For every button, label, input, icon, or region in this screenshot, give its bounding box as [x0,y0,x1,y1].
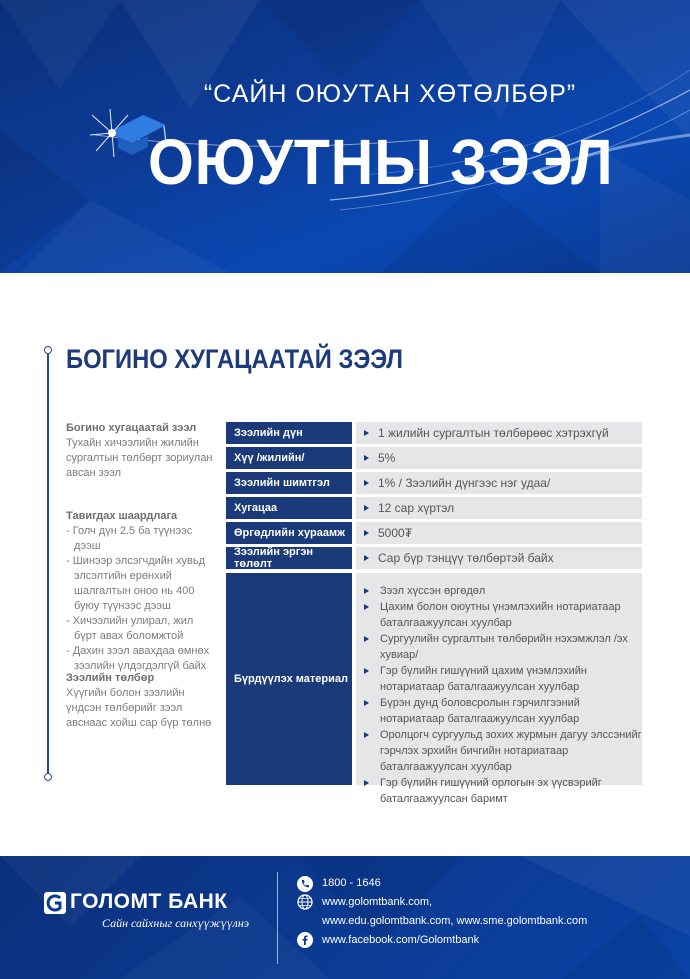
side-text: Тухайн хичээлийн жилийн сургалтын төлбөрт зориулан авсан зээл [66,437,213,479]
side-heading: Тавигдах шаардлага [66,510,178,522]
arrow-icon [364,530,369,536]
page-title: ОЮУТНЫ ЗЭЭЛ [148,126,614,198]
arrow-icon [364,455,369,461]
table-row [226,472,642,494]
golomt-logo-mark-icon [44,892,66,914]
material-item: Бүрэн дунд боловсролын гэрчилгээний нотариатаар баталгаажуулсан хуулбар [364,695,642,727]
phone-number[interactable]: 1800 - 1646 [322,877,381,889]
side-heading: Богино хугацаатай зээл [66,422,197,434]
requirement-item: - Шинээр элсэгчдийн хувьд элсэлтийн ерөнхий шалгалтын оноо нь 400 буюу түүнээс дээш [66,555,206,612]
row-value: 1 жилийн сургалтын төлбөрөөс хэтрэхгүй [356,422,642,444]
program-subtitle: “САЙН ОЮУТАН ХӨТӨЛБӨР” [203,80,577,108]
side-text: Хүүгийн болон зээлийн үндсэн төлбөрийг зээл авснаас хойш сар бүр төлнө [66,687,212,729]
material-item: Сургуулийн сургалтын төлбөрийн нэхэмжлэл /эх хувиар/ [364,631,642,663]
row-label: Хүү /жилийн/ [226,447,352,469]
material-item: Гэр бүлийн гишүүний цахим үнэмлэхийн нотариатаар баталгаажуулсан хуулбар [364,663,642,695]
vertical-divider-line [47,350,49,778]
row-value: Сар бүр тэнцүү төлбөртэй байх [356,547,642,569]
row-label: Өргөдлийн хураамж [226,522,352,544]
arrow-icon [364,555,369,561]
material-item: Цахим болон оюутны үнэмлэхийн нотариатаар баталгаажуулсан хуулбар [364,599,642,631]
arrow-icon [364,732,369,738]
material-item: Гэр бүлийн гишүүний орлогын эх үүсвэрийг баталгаажуулсан баримт [364,775,642,807]
phone-icon [297,876,313,892]
row-value: 12 сар хүртэл [356,497,642,519]
arrow-icon [364,604,369,610]
arrow-icon [364,700,369,706]
requirement-item: - Хичээлийн улирал, жил бүрт авах боломжтой [66,615,194,642]
footer-divider [277,872,278,964]
section-title: БОГИНО ХУГАЦААТАЙ ЗЭЭЛ [66,344,403,374]
side-heading: Зээлийн төлбөр [66,672,155,684]
divider-dot-bottom [44,773,52,781]
table-row [226,422,642,444]
side-block-repayment [66,671,216,731]
row-value: 5000₮ [356,522,642,544]
arrow-icon [364,480,369,486]
table-row [226,547,642,569]
row-label: Зээлийн шимтгэл [226,472,352,494]
brand-tagline: Сайн сайхныг санхүүжүүлнэ [102,916,250,930]
material-item: Оролцогч сургуульд зохих журмын дагуу элссэнийг гэрчлэх эрхийн бичгийн нотариатаар баталгаажуулсан хуулбар [364,727,642,775]
website-links-secondary[interactable]: www.edu.golomtbank.com, www.sme.golomtbank.com [322,915,588,927]
arrow-icon [364,588,369,594]
brand-name: ГОЛОМТ БАНК [70,890,228,913]
row-value: 1% / Зээлийн дүнгээс нэг удаа/ [356,472,642,494]
side-block-loan [66,421,216,481]
facebook-icon [297,932,313,948]
arrow-icon [364,668,369,674]
facebook-link[interactable]: www.facebook.com/Golomtbank [322,934,480,946]
row-label: Хугацаа [226,497,352,519]
arrow-icon [364,780,369,786]
row-label: Бүрдүүлэх материал [226,573,352,785]
arrow-icon [364,636,369,642]
side-block-requirements [66,509,216,674]
row-label: Зээлийн эргэн төлөлт [226,547,352,569]
requirement-item: - Дахин зээл авахдаа өмнөх зээлийн үлдэгдэлгүй байх [66,645,210,672]
header-banner [0,0,690,273]
requirement-item: - Голч дүн 2.5 ба түүнээс дээш [66,525,193,552]
table-row [226,522,642,544]
table-row [226,497,642,519]
table-row [226,447,642,469]
table-row-materials [226,573,642,805]
material-item: Зээл хүссэн өргөдөл [364,583,642,599]
divider-dot-top [44,346,52,354]
globe-icon [297,894,313,910]
materials-list-cell [356,573,642,805]
row-value: 5% [356,447,642,469]
row-label: Зээлийн дүн [226,422,352,444]
arrow-icon [364,505,369,511]
website-link[interactable]: www.golomtbank.com, [322,896,433,908]
arrow-icon [364,430,369,436]
